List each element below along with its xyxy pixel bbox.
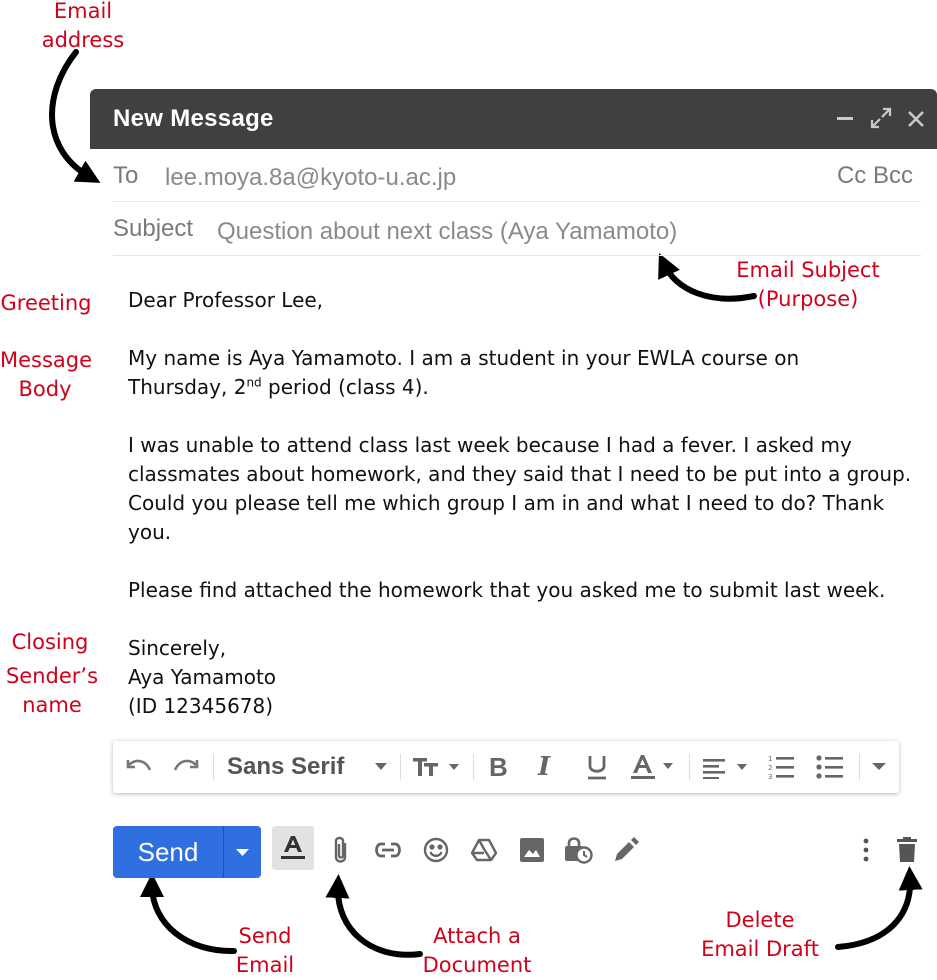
more-formatting-icon[interactable] bbox=[872, 741, 886, 793]
subject-input[interactable]: Question about next class (Aya Yamamoto) bbox=[217, 218, 678, 245]
chevron-down-icon bbox=[224, 826, 261, 878]
formatting-options-icon[interactable] bbox=[272, 826, 314, 870]
arrow-to-send bbox=[152, 885, 234, 951]
annotation-email-address: Email address bbox=[41, 0, 125, 52]
annotation-email-subject: Email Subject (Purpose) bbox=[736, 258, 880, 311]
insert-emoji-icon[interactable] bbox=[421, 828, 451, 872]
toolbar-separator bbox=[473, 754, 474, 780]
compose-title-bar[interactable] bbox=[90, 89, 937, 149]
to-row bbox=[113, 150, 921, 202]
toolbar-separator bbox=[213, 754, 214, 780]
font-family-select[interactable]: Sans Serif bbox=[227, 753, 345, 780]
discard-draft-icon[interactable] bbox=[892, 828, 922, 872]
italic-icon[interactable]: I bbox=[538, 752, 551, 782]
send-button[interactable]: Send bbox=[113, 826, 223, 878]
insert-drive-icon[interactable] bbox=[468, 828, 500, 872]
undo-icon[interactable] bbox=[125, 741, 153, 793]
text-color-icon[interactable] bbox=[631, 741, 677, 793]
compose-title: New Message bbox=[113, 105, 274, 132]
insert-link-icon[interactable] bbox=[372, 828, 404, 872]
annotation-attach-document: Attach a Document bbox=[422, 924, 532, 977]
underline-icon[interactable] bbox=[585, 741, 609, 793]
numbered-list-icon[interactable] bbox=[768, 741, 796, 793]
annotation-closing: Closing bbox=[11, 630, 89, 654]
redo-icon[interactable] bbox=[172, 741, 200, 793]
close-icon[interactable] bbox=[906, 108, 926, 136]
formatting-toolbar bbox=[113, 741, 899, 793]
expand-icon[interactable] bbox=[870, 107, 892, 136]
arrow-to-subject bbox=[664, 264, 754, 299]
schedule-send-dropdown[interactable] bbox=[223, 826, 261, 878]
confidential-mode-icon[interactable] bbox=[562, 828, 594, 872]
sender-name: Aya Yamamoto bbox=[128, 665, 277, 689]
signature-block bbox=[128, 634, 276, 721]
toolbar-separator bbox=[859, 754, 860, 780]
annotation-send-email: Send Email bbox=[235, 924, 295, 977]
body-paragraph-1: My name is Aya Yamamoto. I am a student in your EWLA course on Thursday, 2nd period (class 4). bbox=[128, 346, 800, 399]
svg-text:2: 2 bbox=[768, 764, 773, 772]
minimize-icon[interactable] bbox=[836, 99, 854, 130]
annotation-greeting: Greeting bbox=[0, 291, 92, 315]
toolbar-separator bbox=[689, 754, 690, 780]
insert-photo-icon[interactable] bbox=[517, 828, 547, 872]
align-icon[interactable] bbox=[703, 741, 751, 793]
body-paragraph-3: Please find attached the homework that you asked me to submit last week. bbox=[128, 578, 886, 602]
subject-label: Subject bbox=[113, 215, 194, 242]
bcc-link[interactable]: Bcc bbox=[872, 162, 913, 189]
svg-text:1: 1 bbox=[768, 755, 773, 763]
subject-row bbox=[113, 205, 921, 256]
closing-line: Sincerely, bbox=[128, 636, 227, 660]
arrow-to-delete bbox=[838, 878, 910, 947]
svg-text:3: 3 bbox=[768, 773, 773, 780]
insert-signature-icon[interactable] bbox=[612, 828, 640, 872]
attach-file-icon[interactable] bbox=[326, 828, 356, 872]
annotation-message-body: Message Body bbox=[0, 348, 93, 401]
annotation-senders-name: Sender’s name bbox=[5, 664, 99, 717]
arrow-to-email-address bbox=[52, 52, 90, 177]
to-label: To bbox=[113, 162, 139, 189]
arrow-to-attach bbox=[338, 886, 420, 955]
toolbar-separator bbox=[400, 754, 401, 780]
bold-icon[interactable]: B bbox=[489, 751, 508, 782]
greeting-line: Dear Professor Lee, bbox=[128, 288, 324, 312]
bulleted-list-icon[interactable] bbox=[816, 741, 844, 793]
cc-link[interactable]: Cc bbox=[836, 162, 867, 189]
to-input[interactable]: lee.moya.8a@kyoto-u.ac.jp bbox=[165, 164, 457, 191]
text-size-icon[interactable] bbox=[413, 741, 461, 793]
body-paragraph-2: I was unable to attend class last week because I had a fever. I asked my classmates about homework, and they said that I need to be put into a group. Could you please tell me which group I am in and what I need to do? Thank you. bbox=[128, 433, 912, 544]
annotation-delete-draft: Delete Email Draft bbox=[701, 908, 819, 961]
font-family-dropdown-icon[interactable] bbox=[375, 741, 387, 793]
more-options-icon[interactable] bbox=[856, 828, 876, 872]
cc-bcc bbox=[837, 162, 913, 190]
sender-id: (ID 12345678) bbox=[128, 694, 274, 718]
